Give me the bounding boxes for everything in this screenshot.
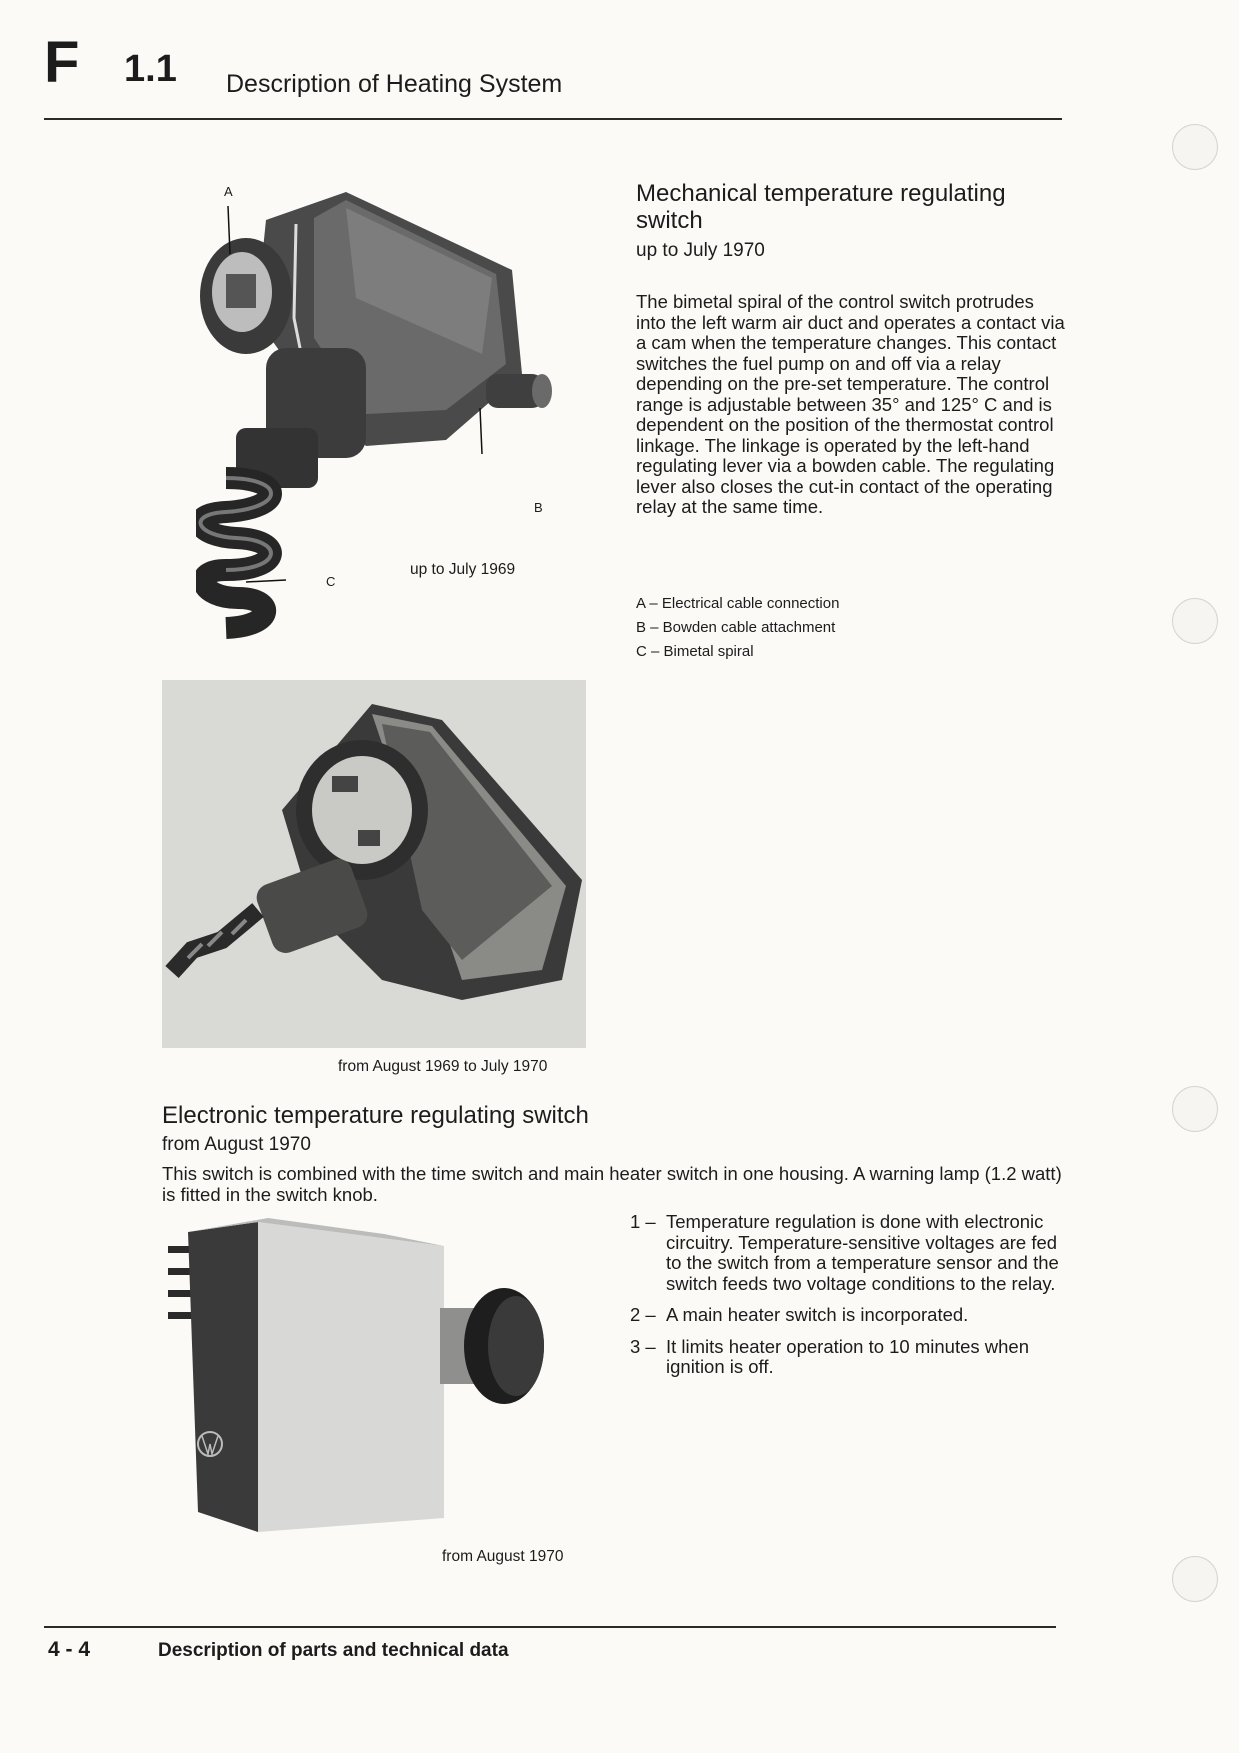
figure-legend — [636, 592, 839, 664]
electronic-switch-illustration — [148, 1212, 568, 1542]
label-c: C — [326, 574, 336, 589]
list-item — [630, 1212, 1070, 1294]
mechanical-switch-subheading: up to July 1970 — [636, 240, 765, 261]
legend-item-a: A – Electrical cable connection — [636, 595, 840, 612]
section-number: 1.1 — [124, 48, 177, 90]
binder-hole — [1172, 124, 1218, 170]
list-item-number: 1 – — [630, 1211, 656, 1232]
electronic-switch-subheading: from August 1970 — [162, 1134, 311, 1155]
list-item-text: A main heater switch is incorporated. — [666, 1304, 969, 1325]
list-item-text: It limits heater operation to 10 minutes when ignition is off. — [666, 1335, 1029, 1377]
list-item — [630, 1337, 1070, 1378]
legend-item-b: B – Bowden cable attachment — [636, 619, 836, 636]
section-letter: F — [44, 30, 79, 95]
caption-fig1: up to July 1969 — [410, 561, 516, 578]
mechanical-switch-illustration — [196, 178, 580, 668]
binder-hole — [1172, 1086, 1218, 1132]
footer-title: Description of parts and technical data — [158, 1640, 509, 1661]
electronic-switch-description: This switch is combined with the time switch and main heater switch in one housing. A warning lamp (1.2 watt) is fitted in the switch knob. — [162, 1163, 1062, 1205]
header-rule — [44, 118, 1062, 120]
label-b: B — [534, 500, 543, 515]
figure-mechanical-switch-1969-1970 — [162, 680, 586, 1048]
legend-item-c: C – Bimetal spiral — [636, 643, 754, 660]
list-item-text: Temperature regulation is done with electronic circuitry. Temperature-sensitive voltages are fed to the switch from a temperature sensor and the switch feeds two voltage conditions to the relay. — [666, 1211, 1059, 1294]
mechanical-switch-photo — [162, 680, 586, 1048]
caption-fig3: from August 1970 — [442, 1548, 564, 1565]
figure-electronic-switch — [148, 1212, 568, 1542]
page-title: Description of Heating System — [226, 70, 563, 98]
list-item-number: 3 – — [630, 1335, 656, 1357]
binder-hole — [1172, 598, 1218, 644]
electronic-switch-heading: Electronic temperature regulating switch — [162, 1102, 589, 1129]
page-number: 4 - 4 — [48, 1638, 91, 1661]
figure-mechanical-switch-1969 — [196, 178, 580, 668]
mechanical-switch-heading: Mechanical temperature regulating switch — [636, 180, 1006, 234]
footer-rule — [44, 1626, 1056, 1628]
list-item — [630, 1305, 1070, 1326]
binder-hole — [1172, 1556, 1218, 1602]
mechanical-switch-description: The bimetal spiral of the control switch protrudes into the left warm air duct and operates a contact via a cam when the temperature changes. This contact switches the fuel pump on and off via a relay depending on the pre-set temperature. The control range is adjustable between 35° and 125° C and is dependent on the position of the thermostat control linkage. The linkage is operated by the left-hand regulating lever via a bowden cable. The regulating lever also closes the cut-in contact of the operating relay at the same time. — [636, 291, 1065, 517]
electronic-switch-features — [630, 1212, 1070, 1389]
caption-fig2: from August 1969 to July 1970 — [338, 1058, 548, 1075]
list-item-number: 2 – — [630, 1304, 656, 1325]
label-a: A — [224, 184, 233, 199]
